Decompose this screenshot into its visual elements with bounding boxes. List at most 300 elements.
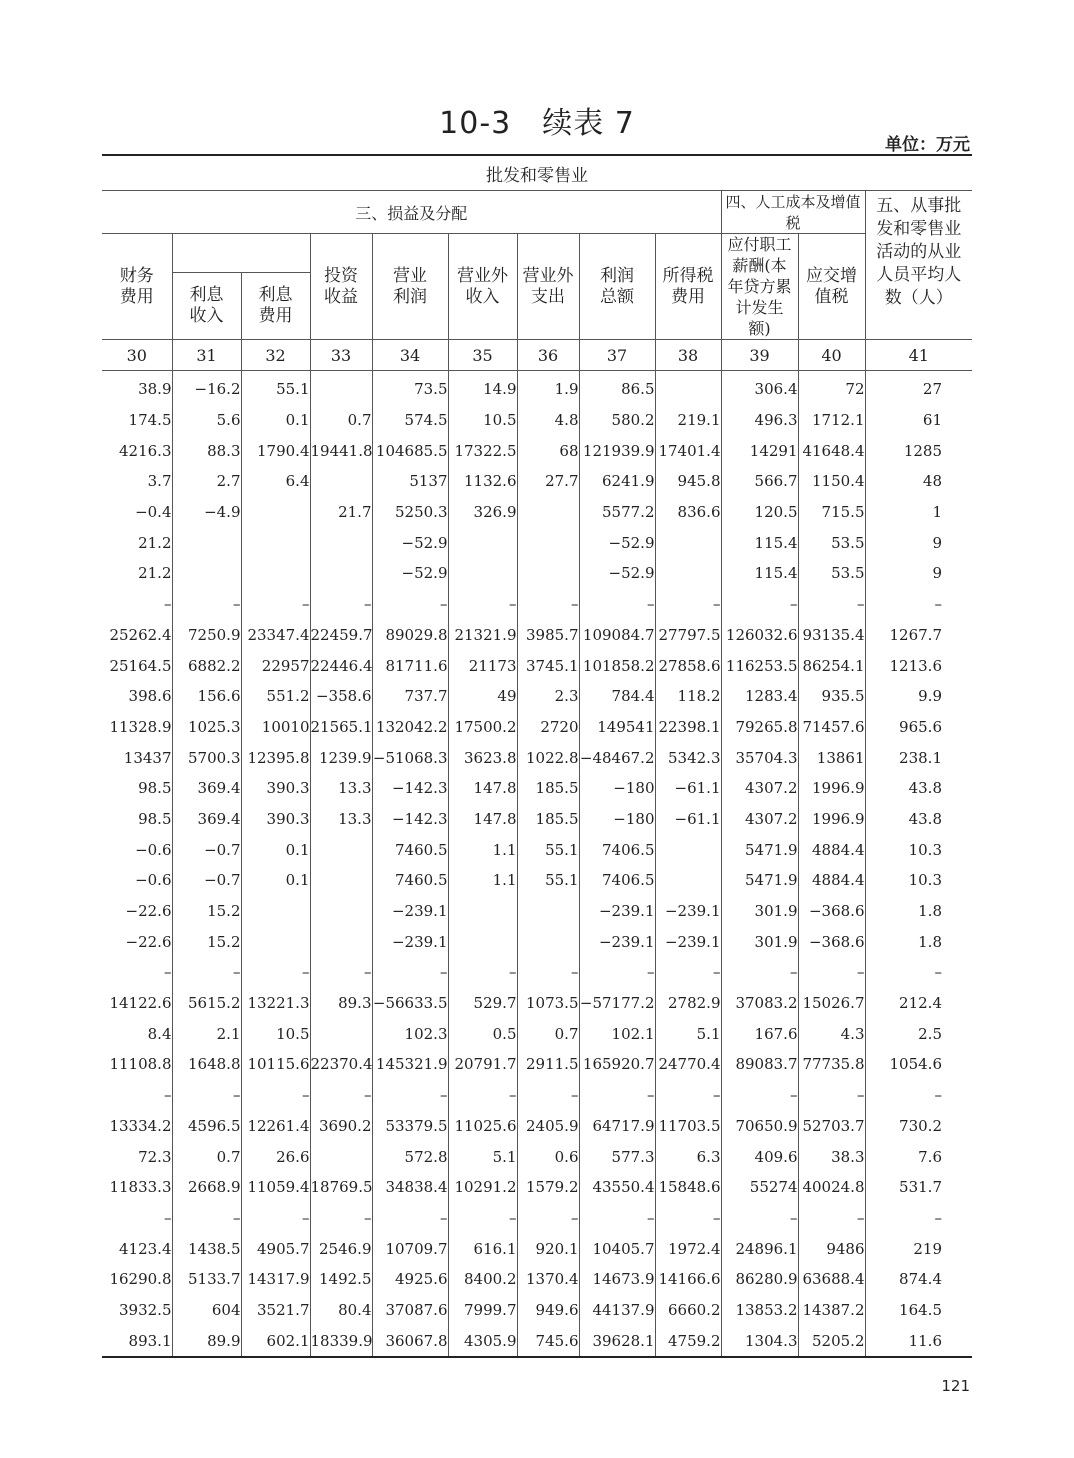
- table-cell: 12261.4: [241, 1111, 310, 1142]
- table-cell: 13.3: [310, 804, 372, 835]
- table-cell: 55274: [721, 1172, 798, 1203]
- table-cell: 6.4: [241, 466, 310, 497]
- table-cell: –: [164, 1086, 172, 1105]
- table-row: [102, 681, 972, 712]
- table-cell: 5.6: [172, 405, 241, 436]
- table-cell: [241, 497, 310, 528]
- table-cell: −52.9: [372, 527, 448, 558]
- table-cell: 20791.7: [448, 1049, 517, 1080]
- table-cell: 4905.7: [241, 1233, 310, 1264]
- table-cell: [310, 1018, 372, 1049]
- table-cell: 11703.5: [655, 1111, 721, 1142]
- table-cell: 24770.4: [655, 1049, 721, 1080]
- table-cell: –: [241, 1203, 310, 1234]
- table-cell: [172, 527, 241, 558]
- table-cell: 49: [448, 681, 517, 712]
- table-cell: –: [241, 589, 310, 620]
- table-cell: –: [164, 595, 172, 614]
- table-cell: −22.6: [125, 902, 172, 921]
- col-total-profit: 利润总额: [579, 234, 655, 340]
- table-cell: 3521.7: [241, 1295, 310, 1326]
- table-cell: –: [372, 1080, 448, 1111]
- table-cell: 9.9: [865, 681, 972, 712]
- table-cell: 398.6: [128, 687, 172, 706]
- table-cell: 4759.2: [655, 1325, 721, 1357]
- table-row: [102, 1295, 972, 1326]
- table-cell: 89083.7: [721, 1049, 798, 1080]
- table-cell: 11833.3: [109, 1178, 172, 1197]
- table-cell: [310, 896, 372, 927]
- table-cell: –: [448, 589, 517, 620]
- table-cell: –: [517, 957, 579, 988]
- table-cell: 1267.7: [865, 620, 972, 651]
- table-cell: [517, 558, 579, 589]
- table-cell: 40024.8: [798, 1172, 865, 1203]
- table-cell: 5205.2: [798, 1325, 865, 1357]
- table-cell: 4307.2: [721, 773, 798, 804]
- table-cell: 16290.8: [109, 1270, 172, 1289]
- table-cell: 13853.2: [721, 1295, 798, 1326]
- table-cell: −239.1: [655, 926, 721, 957]
- table-cell: 73.5: [372, 371, 448, 405]
- table-cell: 72: [798, 371, 865, 405]
- table-body: [102, 371, 972, 1358]
- table-cell: 1.1: [448, 865, 517, 896]
- table-cell: [310, 865, 372, 896]
- table-cell: 44137.9: [579, 1295, 655, 1326]
- table-cell: 730.2: [865, 1111, 972, 1142]
- table-cell: −142.3: [372, 773, 448, 804]
- table-cell: 41648.4: [798, 435, 865, 466]
- table-cell: 102.3: [372, 1018, 448, 1049]
- table-row: [102, 712, 972, 743]
- table-cell: 22459.7: [310, 620, 372, 651]
- table-cell: 10.5: [448, 405, 517, 436]
- table-row: [102, 1049, 972, 1080]
- table-cell: 22446.4: [310, 650, 372, 681]
- table-cell: 72.3: [138, 1147, 172, 1166]
- table-cell: [310, 926, 372, 957]
- table-cell: 4884.4: [798, 865, 865, 896]
- table-cell: 3985.7: [517, 620, 579, 651]
- table-cell: –: [579, 1203, 655, 1234]
- table-cell: 12395.8: [241, 742, 310, 773]
- table-cell: −51068.3: [372, 742, 448, 773]
- table-cell: 21565.1: [310, 712, 372, 743]
- table-cell: 104685.5: [372, 435, 448, 466]
- table-cell: 4.3: [798, 1018, 865, 1049]
- table-cell: 2546.9: [310, 1233, 372, 1264]
- table-cell: 10.3: [865, 865, 972, 896]
- table-cell: –: [241, 957, 310, 988]
- table-cell: −57177.2: [579, 988, 655, 1019]
- table-cell: 602.1: [241, 1325, 310, 1357]
- table-cell: 369.4: [172, 773, 241, 804]
- table-cell: 10291.2: [448, 1172, 517, 1203]
- table-cell: [655, 558, 721, 589]
- table-cell: 88.3: [172, 435, 241, 466]
- table-cell: 10709.7: [372, 1233, 448, 1264]
- table-cell: 25262.4: [109, 625, 172, 644]
- table-cell: 115.4: [721, 527, 798, 558]
- table-cell: 745.6: [517, 1325, 579, 1357]
- table-cell: −142.3: [372, 804, 448, 835]
- table-row: [102, 957, 972, 988]
- table-row: [102, 558, 972, 589]
- table-cell: −0.6: [135, 840, 172, 859]
- table-cell: [310, 371, 372, 405]
- table-row: [102, 1018, 972, 1049]
- table-cell: –: [655, 1203, 721, 1234]
- table-cell: –: [372, 957, 448, 988]
- table-cell: –: [517, 1203, 579, 1234]
- column-number: 39: [721, 340, 798, 371]
- table-cell: 7406.5: [579, 834, 655, 865]
- table-cell: −56633.5: [372, 988, 448, 1019]
- table-cell: 580.2: [579, 405, 655, 436]
- table-cell: 1996.9: [798, 773, 865, 804]
- table-cell: –: [798, 1080, 865, 1111]
- table-cell: 126032.6: [721, 620, 798, 651]
- table-cell: –: [172, 1203, 241, 1234]
- table-cell: 4216.3: [119, 441, 172, 460]
- table-cell: 89029.8: [372, 620, 448, 651]
- column-number: 35: [448, 340, 517, 371]
- section-employees: 五、从事批发和零售业活动的从业人员平均人数（人）: [865, 191, 972, 340]
- col-payroll: 应付职工薪酬(本年贷方累计发生额): [721, 234, 798, 340]
- table-cell: 27.7: [517, 466, 579, 497]
- table-cell: 7999.7: [448, 1295, 517, 1326]
- table-cell: 17401.4: [655, 435, 721, 466]
- table-cell: 1712.1: [798, 405, 865, 436]
- table-cell: 566.7: [721, 466, 798, 497]
- table-cell: 1213.6: [865, 650, 972, 681]
- section-profit: 三、损益及分配: [102, 191, 721, 234]
- table-cell: 21.7: [310, 497, 372, 528]
- table-cell: –: [517, 589, 579, 620]
- table-cell: 93135.4: [798, 620, 865, 651]
- table-cell: –: [721, 957, 798, 988]
- table-cell: –: [172, 957, 241, 988]
- table-cell: −52.9: [579, 527, 655, 558]
- table-cell: 1370.4: [517, 1264, 579, 1295]
- table-cell: [310, 834, 372, 865]
- table-cell: 945.8: [655, 466, 721, 497]
- table-cell: 7460.5: [372, 865, 448, 896]
- table-cell: −16.2: [172, 371, 241, 405]
- col-interest-expense: 利息费用: [241, 273, 310, 340]
- table-cell: 965.6: [865, 712, 972, 743]
- table-cell: 1283.4: [721, 681, 798, 712]
- table-cell: 55.1: [517, 865, 579, 896]
- table-row: [102, 834, 972, 865]
- table-cell: 14673.9: [579, 1264, 655, 1295]
- table-cell: 238.1: [865, 742, 972, 773]
- column-number: 38: [655, 340, 721, 371]
- col-operating-profit: 营业利润: [372, 234, 448, 340]
- table-cell: 13861: [798, 742, 865, 773]
- table-cell: 185.5: [517, 773, 579, 804]
- table-cell: 1.8: [865, 896, 972, 927]
- table-cell: 1285: [865, 435, 972, 466]
- table-cell: 21.2: [138, 533, 172, 552]
- table-cell: 167.6: [721, 1018, 798, 1049]
- table-cell: 22398.1: [655, 712, 721, 743]
- table-cell: 5.1: [448, 1141, 517, 1172]
- table-cell: 7.6: [865, 1141, 972, 1172]
- column-number: 30: [102, 340, 172, 371]
- table-cell: 2.1: [172, 1018, 241, 1049]
- table-cell: 17500.2: [448, 712, 517, 743]
- table-cell: 1.9: [517, 371, 579, 405]
- table-cell: [310, 558, 372, 589]
- table-cell: [241, 527, 310, 558]
- table-cell: 120.5: [721, 497, 798, 528]
- table-cell: –: [721, 1080, 798, 1111]
- table-cell: –: [655, 589, 721, 620]
- table-cell: 27797.5: [655, 620, 721, 651]
- table-row: [102, 620, 972, 651]
- table-cell: 11108.8: [109, 1055, 172, 1074]
- table-cell: 89.9: [172, 1325, 241, 1357]
- table-cell: 68: [517, 435, 579, 466]
- table-cell: –: [372, 589, 448, 620]
- table-cell: –: [798, 957, 865, 988]
- table-cell: 14291: [721, 435, 798, 466]
- table-cell: 15.2: [172, 926, 241, 957]
- section-labor-cost: 四、人工成本及增值税: [721, 191, 865, 234]
- table-cell: 38.9: [138, 380, 172, 399]
- table-cell: 2.3: [517, 681, 579, 712]
- table-cell: –: [310, 1203, 372, 1234]
- table-cell: 23347.4: [241, 620, 310, 651]
- table-cell: 1304.3: [721, 1325, 798, 1357]
- table-cell: –: [164, 963, 172, 982]
- table-cell: −22.6: [125, 932, 172, 951]
- table-cell: 55.1: [241, 371, 310, 405]
- table-cell: 61: [865, 405, 972, 436]
- table-cell: 13221.3: [241, 988, 310, 1019]
- table-cell: 21.2: [138, 564, 172, 583]
- table-cell: [241, 926, 310, 957]
- table-cell: 36067.8: [372, 1325, 448, 1357]
- table-cell: −0.7: [172, 834, 241, 865]
- column-number: 32: [241, 340, 310, 371]
- table-cell: 7250.9: [172, 620, 241, 651]
- table-cell: −180: [579, 804, 655, 835]
- col-interest-income: 利息收入: [172, 273, 241, 340]
- table-cell: –: [579, 957, 655, 988]
- table-cell: 0.7: [172, 1141, 241, 1172]
- table-cell: 132042.2: [372, 712, 448, 743]
- table-cell: 6660.2: [655, 1295, 721, 1326]
- table-cell: 1972.4: [655, 1233, 721, 1264]
- table-cell: 1996.9: [798, 804, 865, 835]
- table-cell: –: [865, 957, 972, 988]
- table-cell: 2.5: [865, 1018, 972, 1049]
- table-cell: 17322.5: [448, 435, 517, 466]
- table-cell: 53.5: [798, 558, 865, 589]
- table-cell: 551.2: [241, 681, 310, 712]
- table-cell: 174.5: [128, 411, 172, 430]
- table-cell: 8.4: [147, 1024, 172, 1043]
- table-cell: 0.1: [241, 865, 310, 896]
- table-cell: 5471.9: [721, 865, 798, 896]
- statistics-table: [102, 154, 972, 1358]
- table-cell: 81711.6: [372, 650, 448, 681]
- table-cell: 3932.5: [119, 1300, 172, 1319]
- table-cell: 5342.3: [655, 742, 721, 773]
- table-cell: 1579.2: [517, 1172, 579, 1203]
- table-cell: 2.7: [172, 466, 241, 497]
- table-cell: 2668.9: [172, 1172, 241, 1203]
- table-cell: [241, 896, 310, 927]
- table-cell: 4884.4: [798, 834, 865, 865]
- table-cell: 79265.8: [721, 712, 798, 743]
- table-cell: 37083.2: [721, 988, 798, 1019]
- table-cell: 165920.7: [579, 1049, 655, 1080]
- page-number: 121: [941, 1377, 970, 1395]
- sub-header-blank: [172, 234, 310, 273]
- table-cell: 9: [865, 558, 972, 589]
- table-cell: −61.1: [655, 804, 721, 835]
- table-cell: 101858.2: [579, 650, 655, 681]
- table-cell: −0.7: [172, 865, 241, 896]
- table-cell: 6882.2: [172, 650, 241, 681]
- unit-label: 单位：万元: [885, 135, 970, 155]
- table-cell: 390.3: [241, 804, 310, 835]
- table-cell: 10115.6: [241, 1049, 310, 1080]
- table-cell: 949.6: [517, 1295, 579, 1326]
- table-cell: 409.6: [721, 1141, 798, 1172]
- column-number: 37: [579, 340, 655, 371]
- table-cell: −52.9: [372, 558, 448, 589]
- table-cell: 737.7: [372, 681, 448, 712]
- table-cell: [517, 896, 579, 927]
- table-cell: 11059.4: [241, 1172, 310, 1203]
- table-cell: [655, 527, 721, 558]
- table-cell: –: [798, 589, 865, 620]
- table-cell: 784.4: [579, 681, 655, 712]
- table-cell: 156.6: [172, 681, 241, 712]
- table-cell: 37087.6: [372, 1295, 448, 1326]
- table-cell: 14166.6: [655, 1264, 721, 1295]
- table-cell: 71457.6: [798, 712, 865, 743]
- table-cell: 27858.6: [655, 650, 721, 681]
- table-cell: –: [865, 1203, 972, 1234]
- table-cell: –: [448, 957, 517, 988]
- table-cell: −239.1: [655, 896, 721, 927]
- table-cell: 4123.4: [119, 1239, 172, 1258]
- table-cell: 4.8: [517, 405, 579, 436]
- table-cell: 1150.4: [798, 466, 865, 497]
- table-cell: 26.6: [241, 1141, 310, 1172]
- table-cell: 115.4: [721, 558, 798, 589]
- table-cell: 0.5: [448, 1018, 517, 1049]
- table-cell: 5615.2: [172, 988, 241, 1019]
- table-cell: 11025.6: [448, 1111, 517, 1142]
- table-cell: 21173: [448, 650, 517, 681]
- table-cell: –: [241, 1080, 310, 1111]
- table-cell: 147.8: [448, 773, 517, 804]
- table-cell: 21321.9: [448, 620, 517, 651]
- table-cell: 3745.1: [517, 650, 579, 681]
- table-cell: 55.1: [517, 834, 579, 865]
- table-cell: 616.1: [448, 1233, 517, 1264]
- table-cell: –: [164, 1208, 172, 1227]
- table-cell: 219: [865, 1233, 972, 1264]
- table-cell: [310, 466, 372, 497]
- table-cell: 147.8: [448, 804, 517, 835]
- table-cell: [448, 558, 517, 589]
- table-cell: –: [172, 1080, 241, 1111]
- table-row: [102, 1080, 972, 1111]
- table-cell: 2720: [517, 712, 579, 743]
- table-cell: 920.1: [517, 1233, 579, 1264]
- table-cell: 3.7: [147, 472, 172, 491]
- table-cell: 15026.7: [798, 988, 865, 1019]
- table-row: [102, 371, 972, 405]
- table-cell: –: [448, 1203, 517, 1234]
- table-row: [102, 926, 972, 957]
- col-income-tax: 所得税费用: [655, 234, 721, 340]
- table-cell: 893.1: [102, 1325, 172, 1357]
- table-cell: 34838.4: [372, 1172, 448, 1203]
- table-cell: 109084.7: [579, 620, 655, 651]
- table-cell: −4.9: [172, 497, 241, 528]
- table-cell: –: [579, 1080, 655, 1111]
- table-cell: −180: [579, 773, 655, 804]
- table-row: [102, 435, 972, 466]
- table-cell: [655, 865, 721, 896]
- col-nonoperating-expense: 营业外支出: [517, 234, 579, 340]
- table-cell: 77735.8: [798, 1049, 865, 1080]
- table-cell: 1054.6: [865, 1049, 972, 1080]
- table-row: [102, 1264, 972, 1295]
- table-cell: 0.1: [241, 834, 310, 865]
- table-cell: 27: [865, 371, 972, 405]
- table-cell: 219.1: [655, 405, 721, 436]
- table-cell: 390.3: [241, 773, 310, 804]
- table-cell: –: [310, 589, 372, 620]
- table-cell: 14317.9: [241, 1264, 310, 1295]
- table-cell: 121939.9: [579, 435, 655, 466]
- table-cell: 39628.1: [579, 1325, 655, 1357]
- table-cell: –: [655, 957, 721, 988]
- table-cell: 9: [865, 527, 972, 558]
- table-cell: [172, 558, 241, 589]
- table-cell: 11328.9: [109, 717, 172, 736]
- table-cell: −0.4: [135, 503, 172, 522]
- table-cell: 0.7: [310, 405, 372, 436]
- table-cell: 0.6: [517, 1141, 579, 1172]
- table-row: [102, 804, 972, 835]
- col-vat-payable: 应交增值税: [798, 234, 865, 340]
- table-cell: 43.8: [865, 804, 972, 835]
- table-cell: 118.2: [655, 681, 721, 712]
- table-cell: –: [172, 589, 241, 620]
- table-cell: 80.4: [310, 1295, 372, 1326]
- table-cell: 13334.2: [109, 1116, 172, 1135]
- table-row: [102, 405, 972, 436]
- table-row: [102, 1172, 972, 1203]
- table-cell: [517, 926, 579, 957]
- table-cell: 6241.9: [579, 466, 655, 497]
- column-number: 40: [798, 340, 865, 371]
- table-cell: 86280.9: [721, 1264, 798, 1295]
- table-cell: [517, 497, 579, 528]
- table-cell: 1.8: [865, 926, 972, 957]
